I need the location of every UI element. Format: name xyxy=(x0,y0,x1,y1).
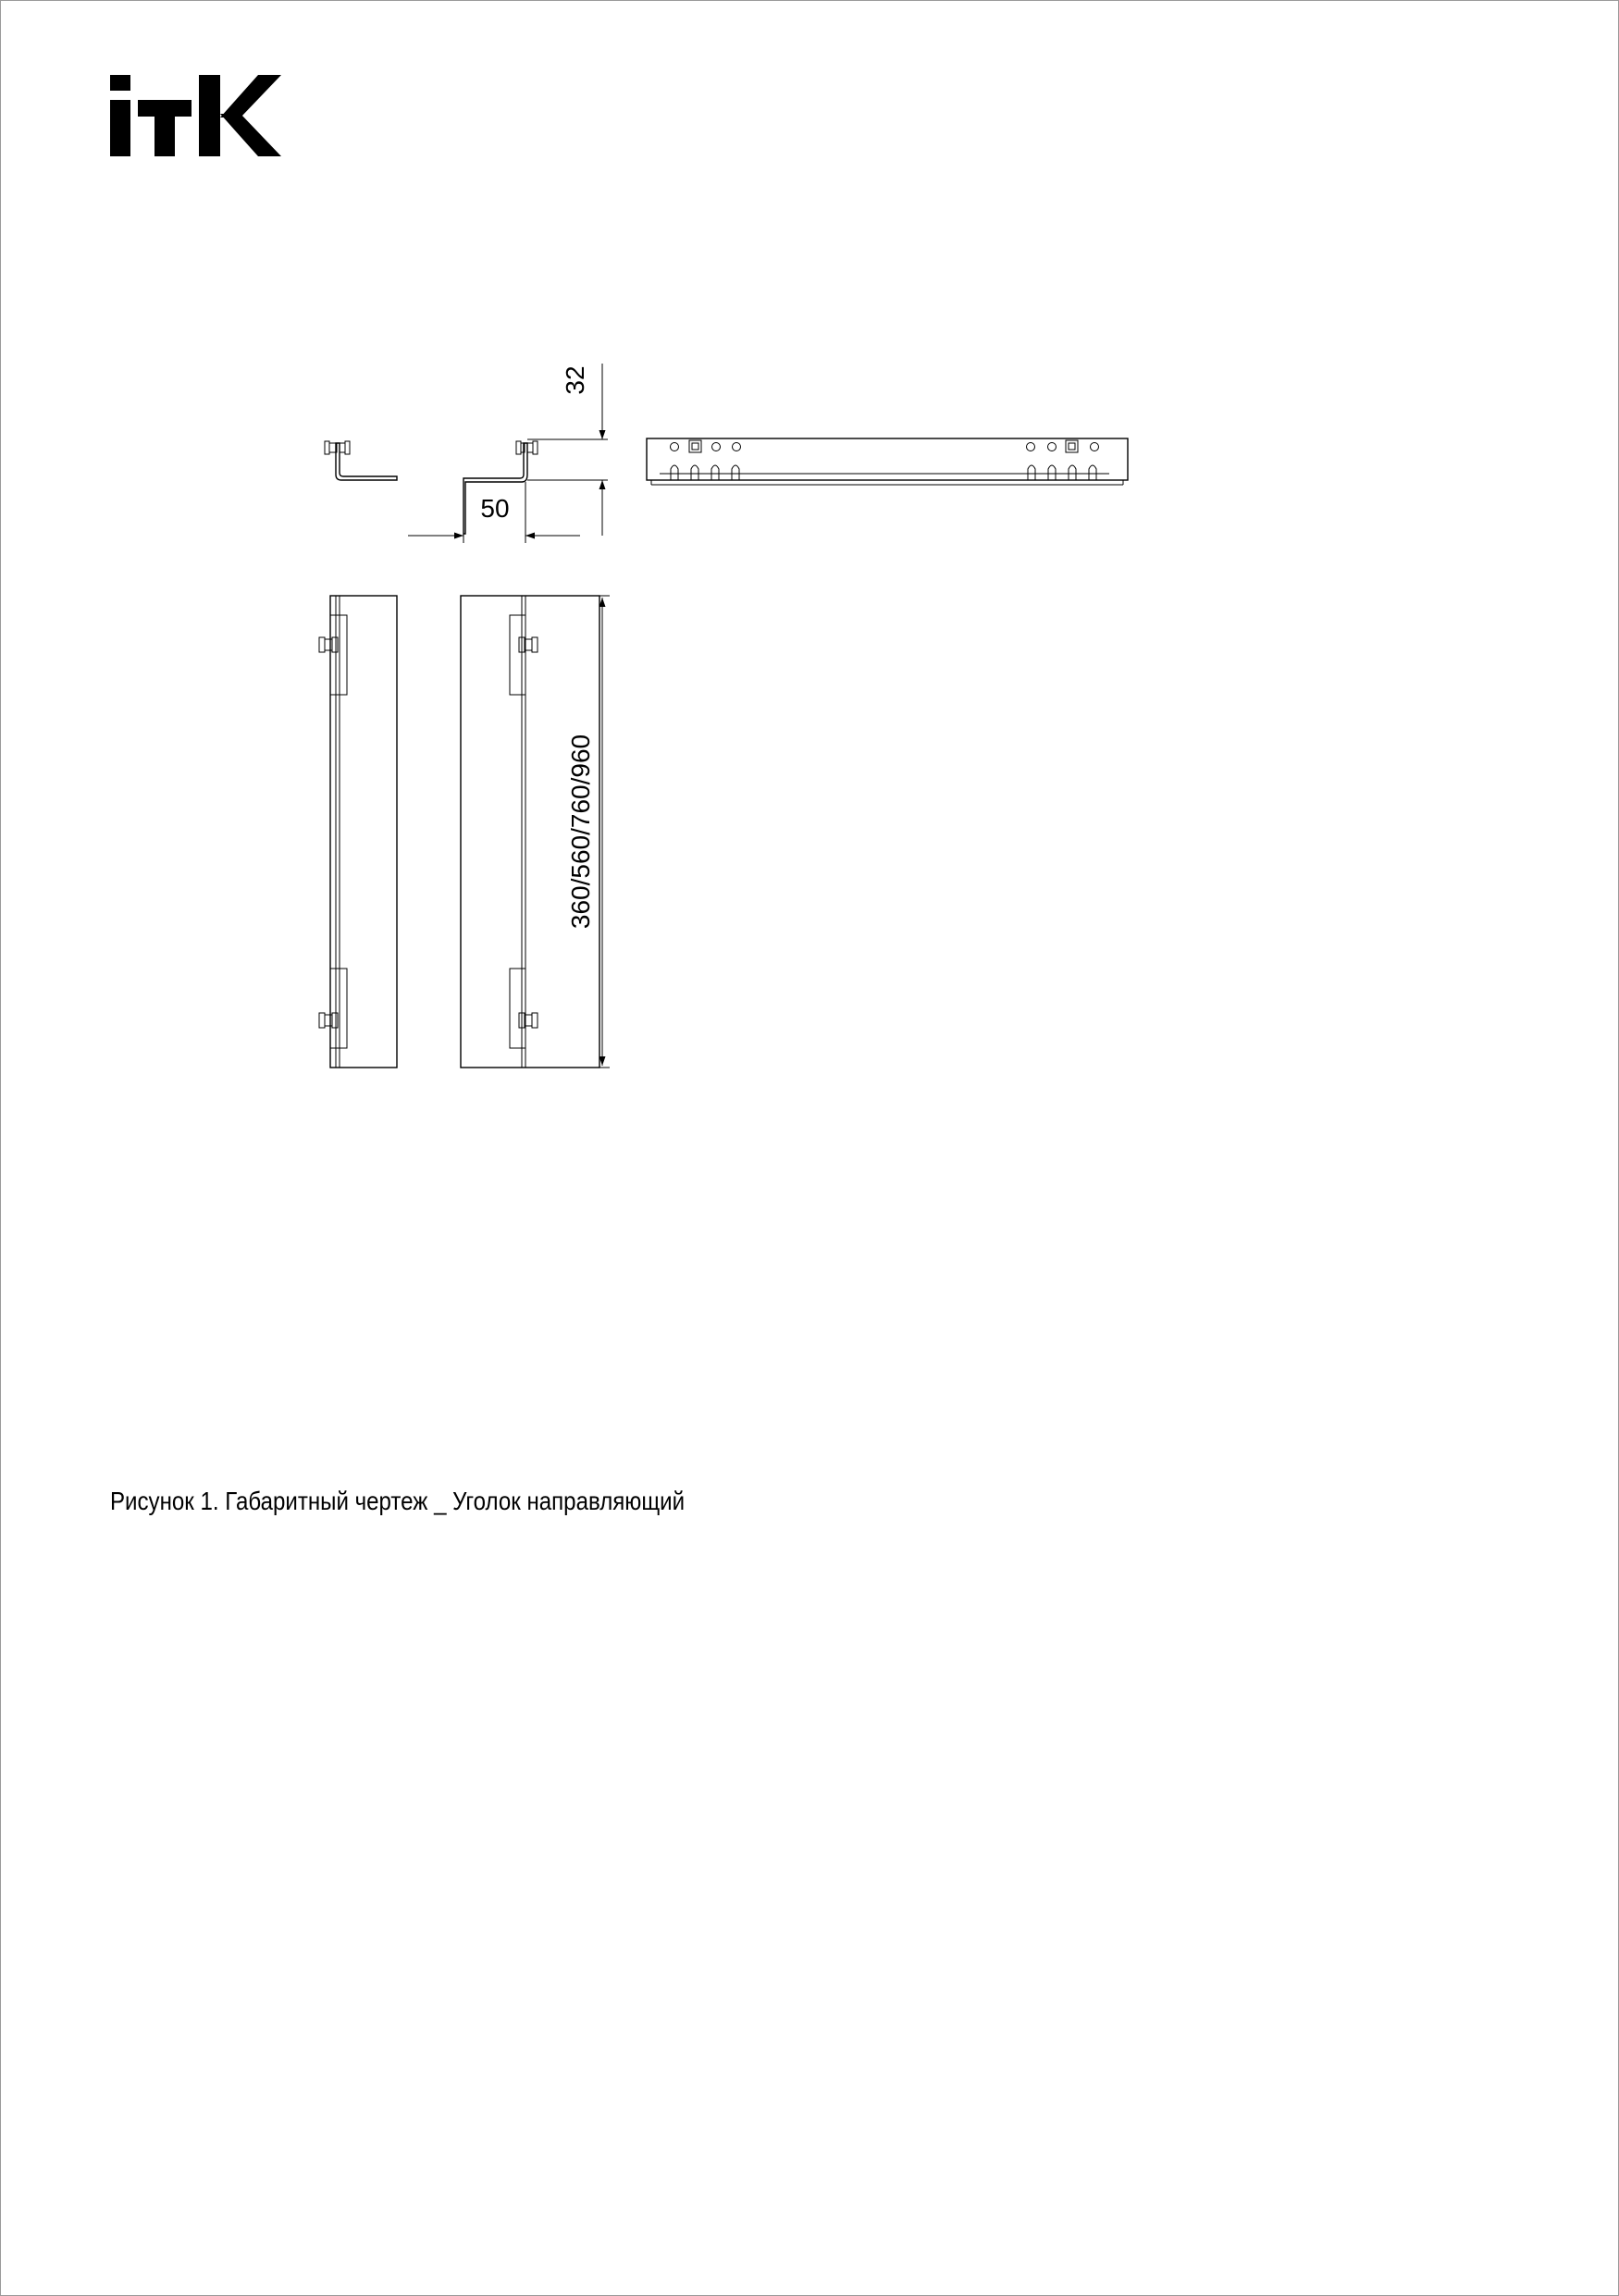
dim-width: 50 xyxy=(480,494,510,523)
dim-length: 360/560/760/960 xyxy=(566,734,595,930)
side-view-dimensioned xyxy=(408,364,608,543)
front-view-right xyxy=(461,596,610,1068)
front-view-left xyxy=(319,596,397,1068)
technical-drawing xyxy=(1,1,1619,1111)
figure-caption: Рисунок 1. Габаритный чертеж _ Уголок направляющий xyxy=(110,1487,686,1515)
top-view xyxy=(647,438,1128,485)
side-view-left xyxy=(325,441,397,480)
dim-height: 32 xyxy=(561,365,589,395)
